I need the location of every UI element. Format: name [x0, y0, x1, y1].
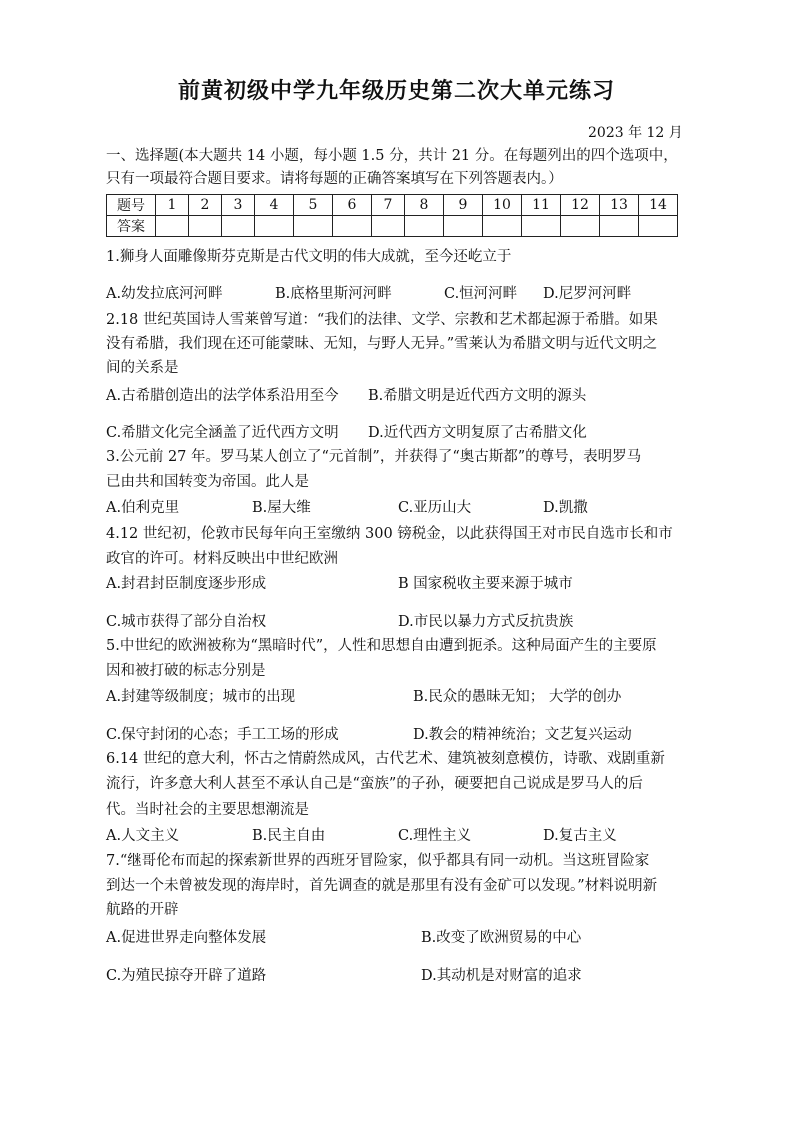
- question-3-option-d: D.凯撒: [543, 500, 588, 516]
- answer-cell[interactable]: [639, 216, 678, 237]
- question-1-option-c: C.恒河河畔: [444, 286, 518, 302]
- question-3-option-c: C.亚历山大: [398, 500, 472, 516]
- answer-table-number: 6: [333, 195, 372, 216]
- question-7-option-b: B.改变了欧洲贸易的中心: [421, 930, 582, 946]
- question-7-option-d: D.其动机是对财富的追求: [421, 968, 582, 984]
- answer-table-header-answer: 答案: [107, 216, 156, 237]
- question-7-stem-line-2: 到达一个未曾被发现的海岸时，首先调查的就是那里有没有金矿可以发现。”材料说明新: [106, 878, 658, 894]
- answer-cell[interactable]: [255, 216, 294, 237]
- answer-table-number: 4: [255, 195, 294, 216]
- question-2-stem-line-3: 间的关系是: [106, 360, 179, 376]
- question-1-option-b: B.底格里斯河河畔: [275, 286, 392, 302]
- answer-table-number: 2: [189, 195, 222, 216]
- question-5-option-a: A.封建等级制度；城市的出现: [106, 689, 296, 705]
- question-4-stem-line-2: 政官的许可。材料反映出中世纪欧洲: [106, 551, 338, 567]
- answer-table-number: 12: [561, 195, 600, 216]
- answer-cell[interactable]: [444, 216, 483, 237]
- answer-table-number: 14: [639, 195, 678, 216]
- question-6-option-d: D.复古主义: [543, 828, 617, 844]
- question-2-stem-line-2: 没有希腊，我们现在还可能蒙昧、无知，与野人无异。”雪莱认为希腊文明与近代文明之: [106, 336, 658, 352]
- question-6-option-c: C.理性主义: [398, 828, 472, 844]
- answer-table-number: 3: [222, 195, 255, 216]
- answer-table-number: 10: [483, 195, 522, 216]
- question-4-stem-line-1: 4.12 世纪初，伦敦市民每年向王室缴纳 300 镑税金，以此获得国王对市民自选市长和市: [106, 526, 673, 542]
- question-5-option-b: B.民众的愚昧无知； 大学的创办: [413, 689, 622, 705]
- question-7-stem-line-3: 航路的开辟: [106, 902, 179, 918]
- question-4-option-d: D.市民以暴力方式反抗贵族: [398, 614, 574, 630]
- question-1-stem: 1.狮身人面雕像斯芬克斯是古代文明的伟大成就，至今还屹立于: [106, 249, 512, 265]
- exam-date: 2023 年 12 月: [588, 125, 683, 141]
- answer-table-number: 13: [600, 195, 639, 216]
- answer-table-number-row: [107, 195, 678, 216]
- question-6-option-a: A.人文主义: [106, 828, 180, 844]
- question-3-stem-line-2: 已由共和国转变为帝国。此人是: [106, 474, 309, 490]
- question-7-stem-line-1: 7.“继哥伦布而起的探索新世界的西班牙冒险家，似乎都具有同一动机。当这班冒险家: [106, 853, 650, 869]
- question-6-stem-line-3: 代。当时社会的主要思想潮流是: [106, 802, 309, 818]
- answer-cell[interactable]: [372, 216, 405, 237]
- question-6-stem-line-1: 6.14 世纪的意大利，怀古之情蔚然成风，古代艺术、建筑被刻意模仿，诗歌、戏剧重新: [106, 751, 665, 767]
- answer-table: [106, 194, 678, 237]
- answer-cell[interactable]: [156, 216, 189, 237]
- question-4-option-b: B 国家税收主要来源于城市: [398, 576, 573, 592]
- answer-table-number: 11: [522, 195, 561, 216]
- question-3-stem-line-1: 3.公元前 27 年。罗马某人创立了“元首制”，并获得了“奥古斯都”的尊号，表明罗马: [106, 449, 642, 465]
- question-2-option-c: C.希腊文化完全涵盖了近代西方文明: [106, 425, 339, 441]
- question-1-option-a: A.幼发拉底河河畔: [106, 286, 223, 302]
- question-2-option-a: A.古希腊创造出的法学体系沿用至今: [106, 388, 339, 404]
- answer-cell[interactable]: [600, 216, 639, 237]
- answer-table-number: 5: [294, 195, 333, 216]
- question-7-option-c: C.为殖民掠夺开辟了道路: [106, 968, 267, 984]
- answer-cell[interactable]: [561, 216, 600, 237]
- answer-table-number: 9: [444, 195, 483, 216]
- question-3-option-a: A.伯利克里: [106, 500, 180, 516]
- question-5-option-c: C.保守封闭的心态；手工工场的形成: [106, 727, 339, 743]
- question-1-option-d: D.尼罗河河畔: [543, 286, 632, 302]
- answer-cell[interactable]: [522, 216, 561, 237]
- question-2-option-b: B.希腊文明是近代西方文明的源头: [368, 388, 587, 404]
- question-5-stem-line-2: 因和被打破的标志分别是: [106, 663, 266, 679]
- answer-table-answer-row: [107, 216, 678, 237]
- answer-table-number: 7: [372, 195, 405, 216]
- answer-cell[interactable]: [294, 216, 333, 237]
- question-5-option-d: D.教会的精神统治；文艺复兴运动: [413, 727, 632, 743]
- question-4-option-c: C.城市获得了部分自治权: [106, 614, 267, 630]
- question-6-stem-line-2: 流行，许多意大利人甚至不承认自己是“蛮族”的子孙，硬要把自己说成是罗马人的后: [106, 776, 643, 792]
- question-5-stem-line-1: 5.中世纪的欧洲被称为“黑暗时代”，人性和思想自由遭到扼杀。这种局面产生的主要原: [106, 638, 657, 654]
- answer-cell[interactable]: [333, 216, 372, 237]
- answer-table-header-number: 题号: [107, 195, 156, 216]
- section-heading-line-1: 一、选择题(本大题共 14 小题，每小题 1.5 分，共计 21 分。在每题列出的四个选项中，: [106, 148, 678, 164]
- answer-cell[interactable]: [189, 216, 222, 237]
- question-3-option-b: B.屋大维: [252, 500, 311, 516]
- answer-table-number: 1: [156, 195, 189, 216]
- question-7-option-a: A.促进世界走向整体发展: [106, 930, 267, 946]
- answer-cell[interactable]: [405, 216, 444, 237]
- question-2-option-d: D.近代西方文明复原了古希腊文化: [368, 425, 587, 441]
- question-2-stem-line-1: 2.18 世纪英国诗人雪莱曾写道：“我们的法律、文学、宗教和艺术都起源于希腊。如果: [106, 312, 658, 328]
- answer-cell[interactable]: [222, 216, 255, 237]
- page-title: 前黄初级中学九年级历史第二次大单元练习: [177, 78, 615, 104]
- answer-table-number: 8: [405, 195, 444, 216]
- question-6-option-b: B.民主自由: [252, 828, 326, 844]
- section-heading-line-2: 只有一项最符合题目要求。请将每题的正确答案填写在下列答题表内。）: [106, 171, 563, 187]
- question-4-option-a: A.封君封臣制度逐步形成: [106, 576, 267, 592]
- answer-cell[interactable]: [483, 216, 522, 237]
